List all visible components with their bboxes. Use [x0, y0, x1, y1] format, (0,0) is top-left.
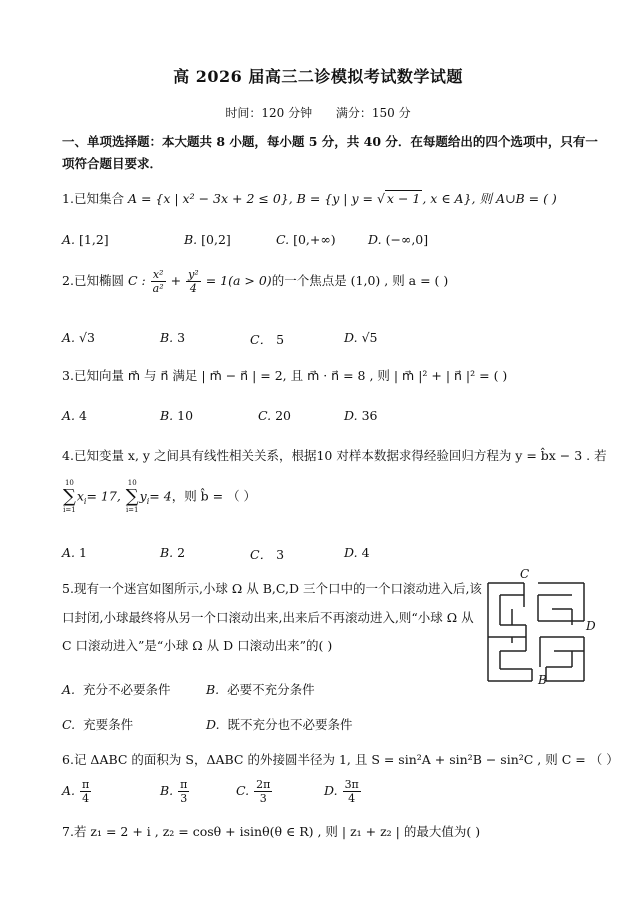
option-value: 2: [177, 545, 186, 560]
question-prefix: 已知椭圆: [73, 273, 124, 288]
exam-time: 时间：120 分钟: [225, 106, 313, 120]
maze-figure: [486, 567, 596, 685]
option-c[interactable]: [236, 778, 273, 805]
option-fraction: [80, 778, 91, 805]
sqrt-symbol: √: [376, 191, 385, 206]
option-d[interactable]: [344, 545, 370, 560]
fraction-y: [186, 268, 201, 295]
option-value: 必要不充分条件: [227, 682, 315, 697]
option-d[interactable]: [206, 715, 353, 733]
question-text: 若 z₁ = 2 + i , z₂ = cosθ + isinθ(θ ∈ R) , 则 | z₁ + z₂ | 的最大值为( ): [73, 824, 481, 839]
maze-label-b: B: [538, 673, 547, 687]
question-math: A = {x | x² − 3x + 2 ≤ 0}, B = {y | y =: [127, 191, 373, 206]
question-text: 现有一个迷宫如图所示,小球 Ω 从 B,C,D 三个口中的一个口滚动进入后,该: [73, 581, 482, 596]
option-label: A.: [62, 783, 76, 798]
option-label: B.: [160, 408, 174, 423]
question-2: [62, 268, 448, 295]
fraction-numerator: x²: [151, 268, 166, 282]
option-label: C.: [236, 783, 250, 798]
sum-upper: 10: [127, 479, 137, 487]
sum-term: x: [76, 488, 84, 504]
option-b[interactable]: [206, 680, 315, 698]
question-6: [62, 750, 619, 768]
ellipse-name: C :: [127, 273, 146, 288]
option-value: √5: [361, 330, 378, 345]
sigma-2: [126, 479, 139, 515]
option-label: B.: [160, 330, 174, 345]
option-label: B.: [160, 783, 174, 798]
question-7: [62, 822, 480, 840]
question-text: 已知向量 m⃗ 与 n⃗ 满足 | m⃗ − n⃗ | = 2, 且 m⃗ · n⃗ = 8 , 则 | m⃗ |² + | n⃗ |² = ( ): [73, 368, 508, 383]
question-3: [62, 366, 507, 384]
option-label: B.: [184, 232, 198, 247]
option-value: 1: [79, 545, 87, 560]
option-a[interactable]: [62, 232, 109, 247]
option-d[interactable]: [324, 778, 362, 805]
option-label: D.: [368, 232, 382, 247]
question-number: 3.: [62, 368, 74, 383]
sigma-symbol: ∑: [63, 486, 76, 507]
sigma-1: [63, 479, 76, 515]
option-value: (−∞,0]: [385, 232, 429, 247]
option-label: B.: [160, 545, 174, 560]
question-5-line2: 口封闭,小球最终将从另一个口滚动出来,出来后不再滚动进入,则“小球 Ω 从: [62, 610, 474, 625]
question-1: [62, 189, 557, 207]
option-label: D.: [206, 717, 220, 732]
question-5-line3: C 口滚动进入”是“小球 Ω 从 D 口滚动出来”的( ): [62, 638, 333, 653]
option-value: [0,+∞): [293, 232, 336, 247]
question-number: 7.: [62, 824, 74, 839]
option-value: 既不充分也不必要条件: [227, 717, 353, 732]
question-prefix: 已知集合: [73, 191, 124, 206]
option-value: [1,2]: [79, 232, 109, 247]
option-value: 4: [361, 545, 370, 560]
option-fraction: [254, 778, 272, 805]
option-value: 4: [79, 408, 87, 423]
question-5-line1: [62, 579, 482, 597]
sum-value: = 4: [149, 488, 172, 504]
option-value: √3: [79, 330, 95, 345]
option-d[interactable]: [344, 408, 377, 423]
option-b[interactable]: [184, 232, 231, 247]
option-b[interactable]: [160, 545, 185, 560]
maze-label-c: C: [520, 567, 530, 581]
option-b[interactable]: [160, 408, 193, 423]
sqrt-radicand: x − 1: [386, 191, 421, 206]
fraction-x: [151, 268, 166, 295]
option-c[interactable]: [250, 545, 284, 563]
option-c[interactable]: [276, 232, 336, 247]
option-label: C.: [62, 717, 76, 732]
option-c[interactable]: [258, 408, 291, 423]
exam-title: 高 2026 届高三二诊模拟考试数学试题: [173, 67, 463, 86]
fraction-numerator: π: [82, 778, 90, 791]
question-number: 2.: [62, 273, 74, 288]
fraction-denominator: 3: [180, 792, 188, 805]
question-number: 1.: [62, 191, 74, 206]
option-label: A.: [62, 232, 76, 247]
sigma-symbol: ∑: [125, 486, 139, 507]
sum-subscript: i: [146, 497, 150, 506]
option-label: A.: [62, 682, 76, 697]
fraction-numerator: π: [180, 778, 188, 791]
option-label: B.: [206, 682, 220, 697]
option-fraction: [343, 778, 361, 805]
option-b[interactable]: [160, 330, 185, 345]
question-tail: ，则 b̂ = （ ）: [171, 488, 257, 504]
fraction-denominator: a²: [152, 282, 164, 295]
question-4-sums: [62, 479, 256, 515]
fraction-denominator: 4: [348, 792, 356, 805]
section-heading: 一、单项选择题：本大题共 8 小题，每小题 5 分，共 40 分．在每题给出的四个选项中，只有一项符合题目要求．: [62, 134, 598, 171]
option-value: 充要条件: [83, 717, 134, 732]
option-value: 3: [276, 547, 285, 562]
sum-subscript: i: [83, 497, 87, 506]
option-d[interactable]: [368, 232, 428, 247]
maze-label-d: D: [586, 619, 596, 633]
sum-term: y: [139, 488, 147, 504]
fraction-numerator: 3π: [344, 778, 359, 791]
option-label: A.: [62, 408, 76, 423]
option-value: [0,2]: [201, 232, 231, 247]
option-label: D.: [344, 330, 358, 345]
option-label: D.: [344, 408, 358, 423]
sum-lower: i=1: [125, 506, 139, 514]
option-label: C.: [276, 232, 290, 247]
maze-drawing: [486, 581, 586, 686]
fraction-denominator: 4: [82, 792, 90, 805]
plus-sign: +: [170, 273, 182, 288]
question-tail: 的一个焦点是 (1,0) , 则 a = ( ): [271, 273, 449, 288]
option-c[interactable]: [62, 715, 133, 733]
option-value: 5: [276, 332, 285, 347]
option-fraction: [178, 778, 189, 805]
option-a[interactable]: [62, 545, 87, 560]
question-text: 已知变量 x, y 之间具有线性相关关系，根据10 对样本数据求得经验回归方程为 y = b̂x − 3 . 若: [73, 448, 607, 463]
question-number: 4.: [62, 448, 74, 463]
fraction-numerator: 2π: [256, 778, 271, 791]
option-c[interactable]: [250, 330, 284, 348]
option-b[interactable]: [160, 778, 190, 805]
option-d[interactable]: [344, 330, 377, 345]
option-a[interactable]: [62, 680, 171, 698]
option-label: D.: [344, 545, 358, 560]
fraction-numerator: y²: [188, 268, 199, 281]
option-label: A.: [62, 330, 76, 345]
option-value: 20: [275, 408, 291, 423]
option-label: C.: [258, 408, 272, 423]
option-value: 10: [177, 408, 194, 423]
question-number: 5.: [62, 581, 74, 596]
ellipse-condition: = 1(a > 0): [205, 273, 272, 288]
option-value: 3: [177, 330, 186, 345]
question-4: [62, 446, 607, 464]
option-label: A.: [62, 545, 76, 560]
option-a[interactable]: [62, 408, 87, 423]
option-a[interactable]: [62, 778, 92, 805]
option-a[interactable]: [62, 330, 95, 345]
sum-value: = 17,: [86, 488, 121, 504]
option-value: 充分不必要条件: [83, 682, 171, 697]
option-value: 36: [361, 408, 378, 423]
question-number: 6.: [62, 752, 74, 767]
fraction-denominator: 3: [259, 792, 267, 805]
question-text: 记 ΔABC 的面积为 S，ΔABC 的外接圆半径为 1, 且 S = sin²A + sin²B − sin²C , 则 C = （ ）: [73, 752, 619, 767]
option-label: D.: [324, 783, 338, 798]
option-label: C．: [250, 332, 273, 347]
sum-lower: i=1: [63, 506, 76, 514]
question-tail: , x ∈ A}, 则 A∪B = ( ): [422, 191, 557, 206]
option-label: C．: [250, 547, 273, 562]
fraction-denominator: 4: [189, 282, 197, 295]
exam-meta: [0, 104, 636, 121]
exam-score: 满分：150 分: [335, 106, 411, 120]
sum-upper: 10: [64, 479, 74, 487]
